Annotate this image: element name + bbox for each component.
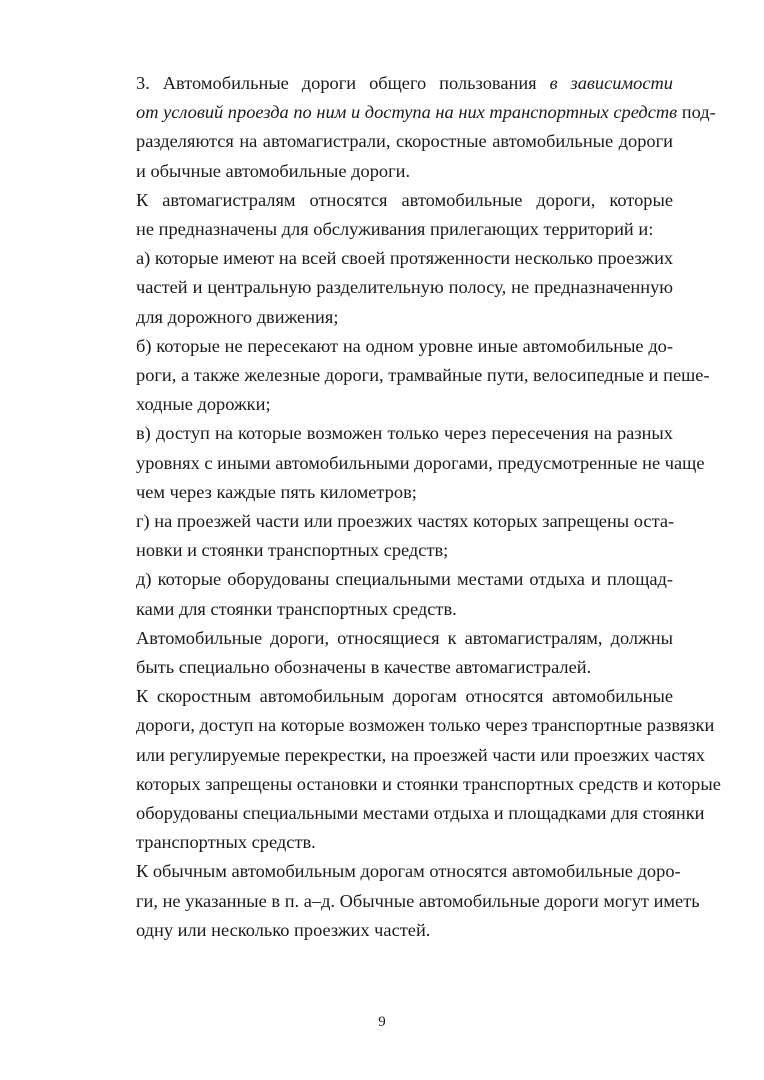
text-line: и обычные автомобильные дороги.: [136, 160, 411, 181]
text-line: а) которые имеют на всей своей протяженности несколько проезжих: [136, 248, 674, 269]
list-item: [91, 565, 673, 623]
text-line: ками для стоянки транспортных средств.: [136, 598, 457, 619]
text-line: уровнях с иными автомобильными дорогами, предусмотренные не чаще: [136, 452, 705, 473]
text-line: или регулируемые перекрестки, на проезжей части или проезжих частях: [136, 744, 705, 765]
text-line: которых запрещены остановки и стоянки транспортных средств и которые: [136, 773, 721, 794]
text-line: дороги, доступ на которые возможен только через транспортные развязки: [136, 715, 715, 736]
text-line: д) которые оборудованы специальными местами отдыха и площад-: [136, 569, 673, 590]
paragraph: [91, 186, 673, 244]
text-line: частей и центральную разделительную полосу, не предназначенную: [136, 277, 673, 298]
text-line: быть специально обозначены в качестве автомагистралей.: [136, 657, 592, 678]
text-line: 3. Автомобильные дороги общего пользования в зависимости: [136, 73, 674, 93]
text-line: К скоростным автомобильным дорогам относятся автомобильные: [136, 686, 673, 707]
list-item: [91, 332, 710, 420]
text-line: К обычным автомобильным дорогам относятся автомобильные доро-: [136, 861, 681, 882]
paragraph: [91, 69, 716, 186]
body-text: [91, 69, 721, 945]
text-line: от условий проезда по ним и доступа на них транспортных средств под-: [136, 102, 716, 123]
text-line: г) на проезжей части или проезжих частях которых запрещены оста-: [136, 511, 675, 532]
list-item: [91, 419, 705, 507]
text-line: б) которые не пересекают на одном уровне иные автомобильные до-: [136, 335, 673, 356]
text-line: роги, а также железные дороги, трамвайные пути, велосипедные и пеше-: [136, 365, 710, 386]
paragraph: [91, 624, 673, 682]
text-line: ходные дорожки;: [136, 394, 271, 415]
text-line: для дорожного движения;: [136, 306, 339, 327]
text-line: не предназначены для обслуживания прилегающих территорий и:: [136, 219, 654, 240]
paragraph: [91, 682, 721, 857]
text-line: чем через каждые пять километров;: [136, 481, 417, 502]
text-line: К автомагистралям относятся автомобильные дороги, которые: [136, 189, 673, 210]
list-item: [91, 507, 673, 565]
text-line: в) доступ на которые возможен только через пересечения на разных: [136, 423, 673, 444]
page-number: 9: [378, 1014, 386, 1030]
text-line: Автомобильные дороги, относящиеся к автомагистралям, должны: [136, 627, 673, 648]
text-line: новки и стоянки транспортных средств;: [136, 540, 449, 561]
text-line: разделяются на автомагистрали, скоростные автомобильные дороги: [136, 131, 673, 152]
paragraph: [91, 857, 700, 945]
text-line: оборудованы специальными местами отдыха и площадками для стоянки: [136, 803, 705, 824]
text-line: ги, не указанные в п. а–д. Обычные автомобильные дороги могут иметь: [136, 890, 700, 911]
text-line: одну или несколько проезжих частей.: [136, 919, 431, 940]
text-line: транспортных средств.: [136, 832, 316, 853]
list-item: [91, 244, 673, 332]
